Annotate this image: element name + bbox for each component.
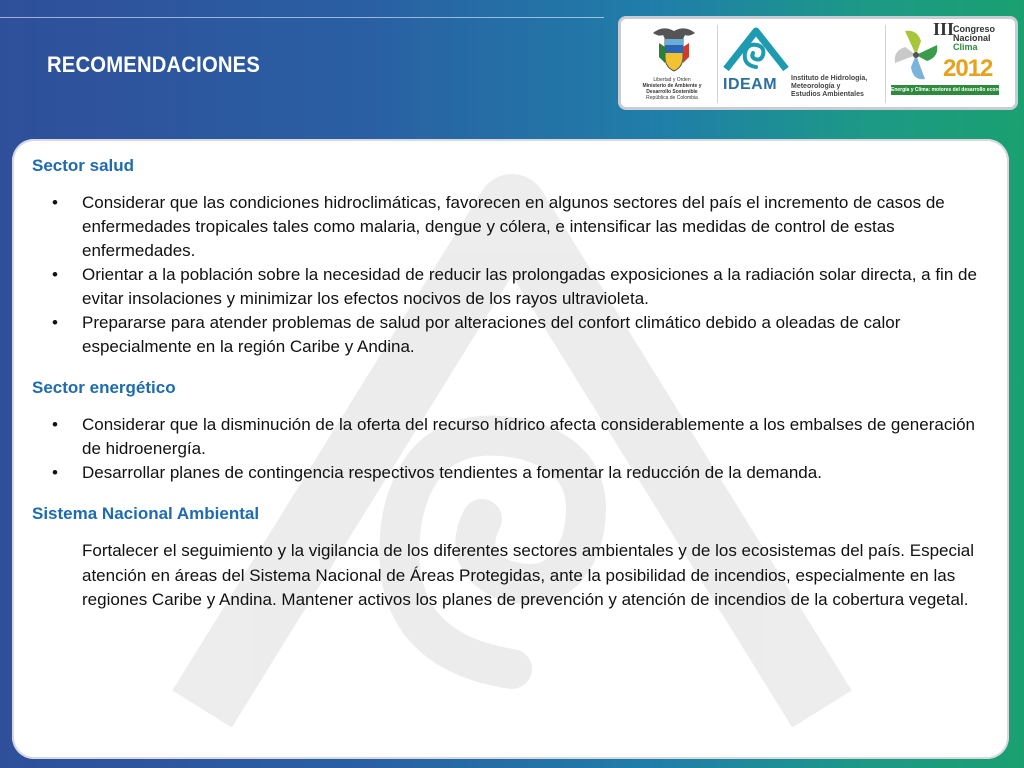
ideam-description-line: Meteorología y <box>791 83 841 90</box>
bullet-text: Orientar a la población sobre la necesidad de reducir las prolongadas exposiciones a la radiación solar directa, a fin de evitar insolaciones y minimizar los efectos nocivos de los rayos ultravioleta. <box>82 265 977 308</box>
list-item <box>32 263 992 311</box>
ideam-logo-icon <box>721 25 791 80</box>
ideam-description-line: Instituto de Hidrología, <box>791 75 868 82</box>
congress-title-line: Congreso <box>953 24 996 34</box>
congress-title-line: Nacional <box>953 33 991 43</box>
bullet-text: Prepararse para atender problemas de salud por alteraciones del confort climático debido a oleadas de calor especialmente en la región Caribe y Andina. <box>82 313 901 356</box>
bullet-icon: • <box>52 313 58 332</box>
bullet-list <box>32 191 992 359</box>
section-heading: Sistema Nacional Ambiental <box>32 504 260 523</box>
bullet-text: Desarrollar planes de contingencia respectivos tendientes a fomentar la reducción de la demanda. <box>82 463 822 482</box>
top-divider-line <box>0 17 604 18</box>
list-item <box>32 191 992 263</box>
logo-divider <box>717 25 718 103</box>
section-heading: Sector energético <box>32 378 176 397</box>
ideam-wordmark: IDEAM <box>723 76 778 93</box>
ministry-line: República de Colombia <box>646 95 698 101</box>
ideam-description <box>791 75 881 99</box>
list-item <box>32 461 992 485</box>
ministry-caption <box>629 77 715 101</box>
section-salud <box>32 155 992 359</box>
bullet-icon: • <box>52 193 58 212</box>
bullet-icon: • <box>52 265 58 284</box>
congress-year: 2012 <box>943 55 993 82</box>
ministry-line: Ministerio de Ambiente y <box>642 83 702 89</box>
list-item <box>32 311 992 359</box>
section-ambiental <box>32 503 992 613</box>
congress-tagline: Energía y Clima: motores del desarrollo económico <box>891 87 1014 93</box>
congress-title <box>933 19 1003 52</box>
congress-roman-numeral: III <box>933 19 955 39</box>
bullet-text: Considerar que las condiciones hidroclimáticas, favorecen en algunos sectores del país el incremento de casos de enfermedades tropicales tales como malaria, dengue y cólera, e intensificar las medidas de control de estas enfermedades. <box>82 193 945 260</box>
section-energetico <box>32 377 992 485</box>
bullet-text: Considerar que la disminución de la oferta del recurso hídrico afecta considerablemente a los embalses de generación de hidroenergía. <box>82 415 976 458</box>
ministry-line: Libertad y Orden <box>653 77 691 83</box>
section-heading: Sector salud <box>32 156 135 175</box>
list-item <box>32 413 992 461</box>
content-card <box>12 139 1009 759</box>
logo-panel <box>618 16 1018 110</box>
ministry-line: Desarrollo Sostenible <box>646 89 698 95</box>
bullet-icon: • <box>52 415 58 434</box>
recommendations-content <box>32 155 992 619</box>
bullet-icon: • <box>52 463 58 482</box>
page-title: RECOMENDACIONES <box>47 52 261 77</box>
congress-title-line: Clima <box>953 42 978 52</box>
ideam-description-line: Estudios Ambientales <box>791 91 864 98</box>
bullet-list <box>32 413 992 485</box>
section-paragraph: Fortalecer el seguimiento y la vigilancia de los diferentes sectores ambientales y de los ecosistemas del país. Especial atención en áreas del Sistema Nacional de Áreas Protegidas, ante la posibilidad de incendios, especialmente en las regiones Caribe y Andina. Mantener activos los planes de prevención y atención de incendios de la cobertura vegetal. <box>82 541 975 609</box>
colombia-shield-icon <box>645 23 703 77</box>
logo-divider <box>885 25 886 103</box>
